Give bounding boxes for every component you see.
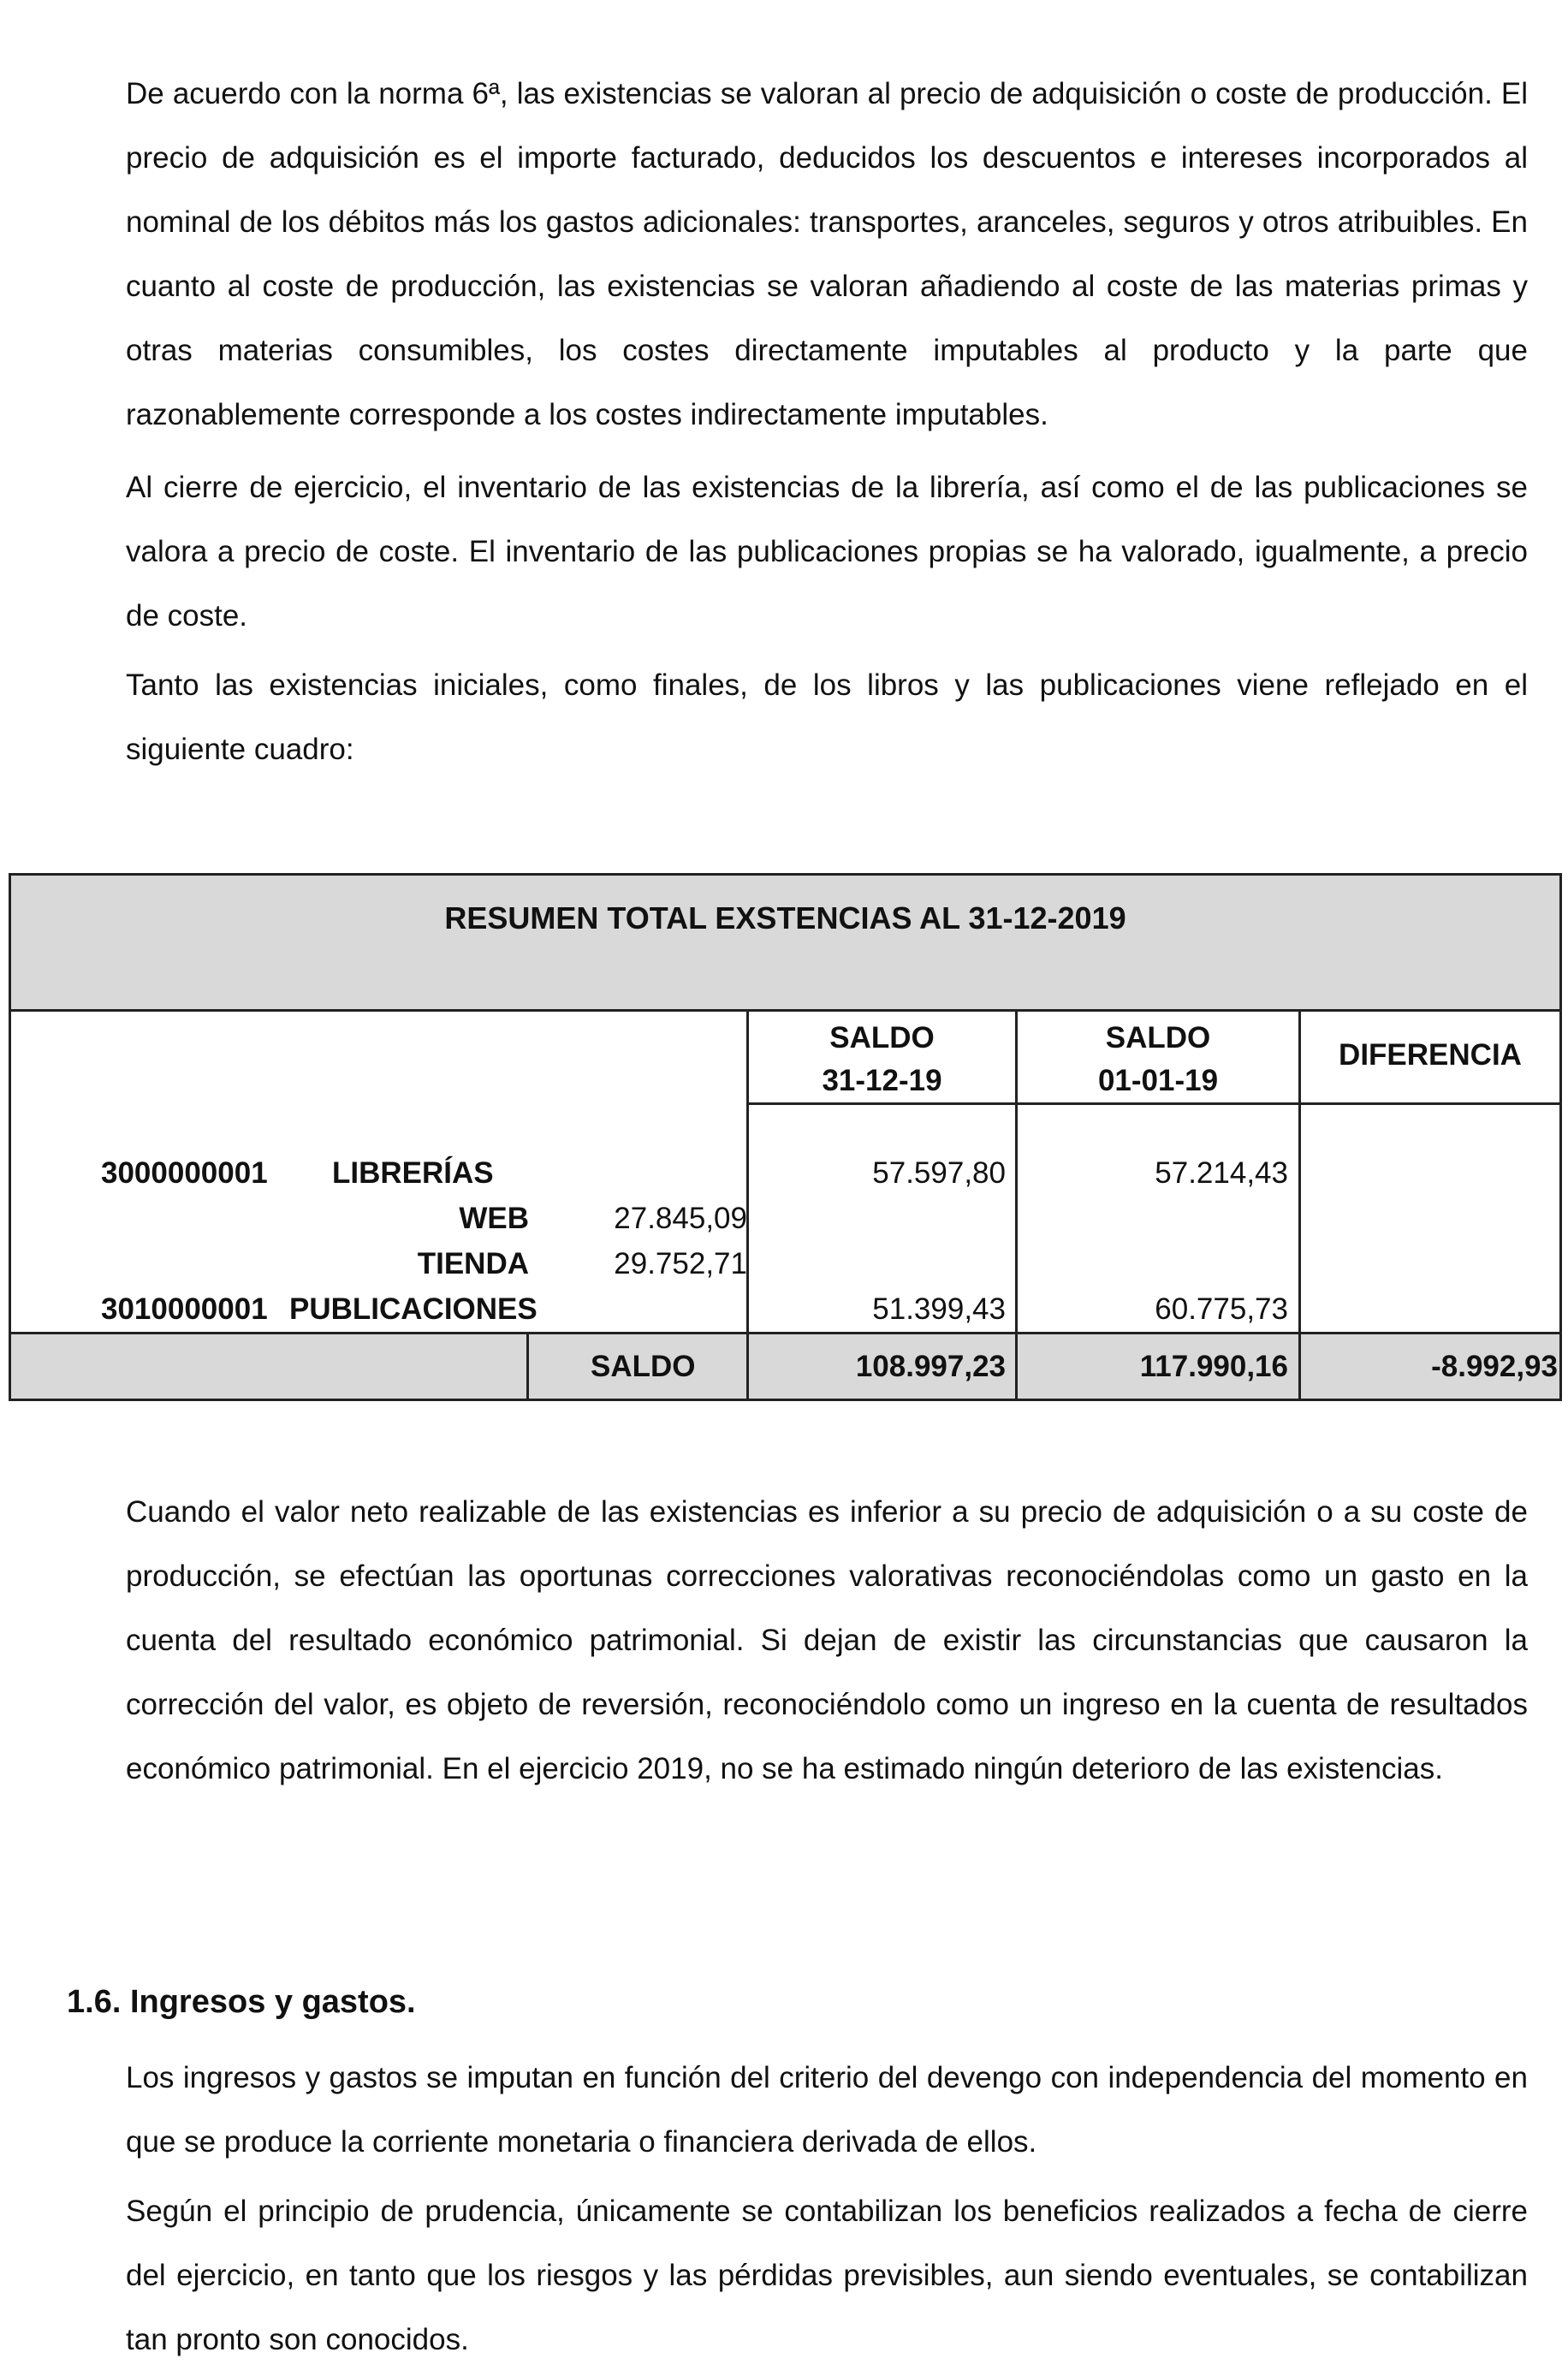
col-header-diferencia: DIFERENCIA bbox=[1339, 1038, 1522, 1072]
table-title: RESUMEN TOTAL EXSTENCIAS AL 31-12-2019 bbox=[444, 900, 1126, 936]
section-heading: 1.6. Ingresos y gastos. bbox=[67, 1984, 416, 2020]
paragraph-inventory-closing: Al cierre de ejercicio, el inventario de las existencias de la librería, así como el de las publicaciones se valora a precio de coste. El inventario de las publicaciones propias se ha valorado, igualmente, a precio de coste. bbox=[126, 471, 1528, 633]
row-start-publicaciones: 60.775,73 bbox=[1155, 1292, 1288, 1326]
total-label: SALDO bbox=[591, 1350, 696, 1383]
subrow-label-tienda: TIENDA bbox=[417, 1247, 529, 1280]
row-label-publicaciones: PUBLICACIONES bbox=[289, 1292, 538, 1326]
paragraph-prudence: Según el principio de prudencia, únicamente se contabilizan los beneficios realizados a fecha de cierre del ejercicio, en tanto que los riesgos y las pérdidas previsibles, aun siendo eventuales, se contabilizan tan pronto son conocidos. bbox=[126, 2195, 1528, 2356]
row-code-librerias: 3000000001 bbox=[101, 1156, 268, 1190]
subrow-amount-web: 27.845,09 bbox=[614, 1202, 747, 1235]
row-code-publicaciones: 3010000001 bbox=[101, 1292, 268, 1326]
total-saldo-end: 108.997,23 bbox=[855, 1350, 1006, 1383]
subrow-amount-tienda: 29.752,71 bbox=[614, 1247, 747, 1280]
table-title-band bbox=[9, 873, 1562, 1012]
row-start-librerias: 57.214,43 bbox=[1155, 1156, 1288, 1190]
col-header-saldo-start: SALDO 01-01-19 bbox=[1097, 1021, 1219, 1097]
total-diferencia: -8.992,93 bbox=[1431, 1350, 1558, 1383]
row-end-librerias: 57.597,80 bbox=[872, 1156, 1006, 1190]
paragraph-table-intro: Tanto las existencias iniciales, como finales, de los libros y las publicaciones viene reflejado en el siguiente cuadro: bbox=[126, 668, 1528, 766]
paragraph-valuation-rule: De acuerdo con la norma 6ª, las existencias se valoran al precio de adquisición o coste de producción. El precio de adquisición es el importe facturado, deducidos los descuentos e intereses incorporados al nominal de los débitos más los gastos adicionales: transportes, aranceles, seguros y otros atribuibles. En cuanto al coste de producción, las existencias se valoran añadiendo al coste de las materias primas y otras materias consumibles, los costes directamente imputables al producto y la parte que razonablemente corresponde a los costes indirectamente imputables. bbox=[126, 77, 1528, 431]
paragraph-impairment: Cuando el valor neto realizable de las existencias es inferior a su precio de adquisición o a su coste de producción, se efectúan las oportunas correcciones valorativas reconociéndolas como un gasto en la cuenta del resultado económico patrimonial. Si dejan de existir las circunstancias que causaron la corrección del valor, es objeto de reversión, reconociéndolo como un ingreso en la cuenta de resultados económico patrimonial. En el ejercicio 2019, no se ha estimado ningún deterioro de las existencias. bbox=[126, 1495, 1528, 1785]
inventory-summary-table bbox=[9, 873, 1562, 1401]
total-saldo-start: 117.990,16 bbox=[1139, 1350, 1288, 1383]
col-header-saldo-end: SALDO 31-12-19 bbox=[822, 1021, 942, 1097]
paragraph-accrual: Los ingresos y gastos se imputan en función del criterio del devengo con independencia del momento en que se produce la corriente monetaria o financiera derivada de ellos. bbox=[126, 2061, 1528, 2159]
row-end-publicaciones: 51.399,43 bbox=[872, 1292, 1006, 1326]
subrow-label-web: WEB bbox=[459, 1202, 529, 1235]
row-label-librerias: LIBRERÍAS bbox=[332, 1156, 494, 1190]
